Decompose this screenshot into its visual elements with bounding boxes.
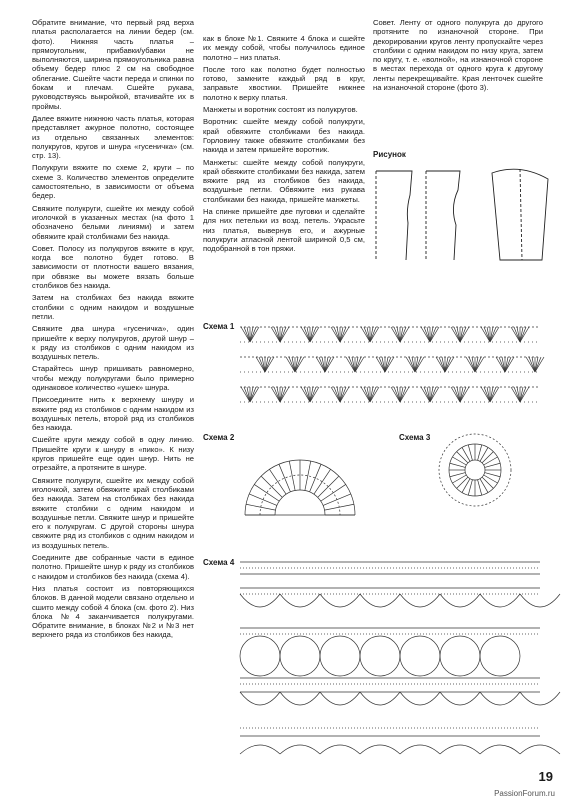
paragraph: Совет. Полосу из полукругов вяжите в круг, когда все полотно будет готово. В зависимости от плотности вашего вязания, при обвязке вы можете вязать больше столбиков без накида.	[32, 243, 194, 291]
paragraph: На спинке пришейте две пуговки и сделайте для них петельки из возд. петель. Украсьте низ платья, вывернув его, и ажурные полукруги атласной лентой шириной 0,5 см, подобранной в тон пряжи.	[203, 207, 365, 254]
text-column-2	[203, 34, 365, 257]
paragraph: Свяжите полукруги, сшейте их между собой иголочкой, затем обвяжите край столбиками без накида. Затем на столбиках без накида вяжите столбики с одним накидом и воздушные петли. Свяжите шнур и пришейте его к полукругам. С другой стороны шнура свяжите ряд из столбиков с одним накидом и из воздушных петель.	[32, 475, 194, 550]
paragraph: Далее вяжите нижнюю часть платья, которая представляет ажурное полотно, состоящее из отдельно связанных элементов: полукругов, кругов и шнура «гусеничка» (см. стр. 13).	[32, 113, 194, 161]
paragraph: Свяжите два шнура «гусеничка», один пришейте к верху полукругов, другой шнур – к ряду из столбиков с одним накидом из воздушных петель.	[32, 324, 194, 362]
scheme-4-chart	[240, 558, 540, 758]
paragraph: Соедините две собранные части в единое полотно. Пришейте шнур к ряду из столбиков с накидом и столбиков без накида (схема 4).	[32, 553, 194, 581]
text-column-1	[32, 18, 194, 643]
scheme-2-label: Схема 2	[203, 433, 235, 442]
scheme-3-chart	[435, 430, 515, 510]
paragraph: как в блоке №1. Свяжите 4 блока и сшейте их между собой, чтобы получилось единое полотно – низ платья.	[203, 34, 365, 62]
paragraph: Присоедините нить к верхнему шнуру и вяжите ряд из столбиков с одним накидом из воздушных петель, второй ряд из столбиков без накида.	[32, 395, 194, 433]
pattern-drawing-label: Рисунок	[373, 150, 406, 159]
scheme-3-label: Схема 3	[399, 433, 431, 442]
dress-pattern-drawing	[372, 165, 562, 265]
page-number: 19	[538, 769, 553, 784]
scheme-2-chart	[240, 440, 360, 520]
paragraph: После того как полотно будет полностью готово, замкните каждый ряд в круг, заправьте хвостики. Пришейте нижнее полотно к верху платья.	[203, 64, 365, 102]
paragraph: Манжеты и воротник состоят из полукругов.	[203, 105, 358, 115]
watermark: PassionForum.ru	[494, 789, 555, 798]
paragraph: Низ платья состоит из повторяющихся блоков. В данной модели связано отдельно и сшито между собой 4 блока (см. фото 2). Низ блока №4 заканчивается полукругами. Обратите внимание, в блоках №2 и №3 нет верхнего ряда из столбиков без накида,	[32, 583, 194, 640]
scheme-1-chart	[240, 322, 540, 417]
paragraph: Сшейте круги между собой в одну линию. Пришейте круги к шнуру в «пико». К низу кругов пришейте еще один шнур. Нить не отрезайте, а протяните в шнуре.	[32, 435, 194, 473]
paragraph: Воротник: сшейте между собой полукруги, край обвяжите столбиками без накида. Горловину также обвяжите столбиками без накида и затем пришейте воротник.	[203, 117, 365, 155]
text-column-3	[373, 18, 543, 95]
scheme-4-label: Схема 4	[203, 558, 235, 567]
paragraph: Совет. Ленту от одного полукруга до другого протяните по изнаночной стороне. При декорировании кругов ленту пропускайте через столбики с одним накидом по низу круга, затем по кругу, т. е. «волной», на изнаночной стороне в местах перехода от одного круга к другому ленты перекрещивайте. Края ленточек сшейте на изнаночной стороне (фото 3).	[373, 18, 543, 93]
paragraph: Манжеты: сшейте между собой полукруги, край обвяжите столбиками без накида, затем вяжите ряд из столбиков без накида, воздушные петли. Обвяжите низ рукава столбиками без накида, пришейте манжеты.	[203, 157, 365, 204]
paragraph: Полукруги вяжите по схеме 2, круги – по схеме 3. Количество элементов определите самостоятельно, в зависимости от объема бедер.	[32, 163, 194, 201]
paragraph: Затем на столбиках без накида вяжите столбики с одним накидом и воздушные петли.	[32, 293, 194, 321]
scheme-1-label: Схема 1	[203, 322, 235, 331]
paragraph: Старайтесь шнур пришивать равномерно, чтобы между полукругами было примерно одинаковое количество «ушек» шнура.	[32, 364, 194, 392]
paragraph: Свяжите полукруги, сшейте их между собой иголочкой в указанных местах (на фото 1 обозначено белыми линиями) и затем обвяжите край столбиками без накида.	[32, 203, 194, 241]
paragraph: Обратите внимание, что первый ряд верха платья располагается на линии бедер (см. фото). Нижняя часть платья – прямоугольник, прибавки/убавки не выполняются, ширина прямоугольника равна объему бедер плюс 2 см на свободное облегание. Сшейте части переда и спинки по бокам и плечам. Сшейте рукава, руководствуясь выкройкой, втачивайте их в проймы.	[32, 18, 194, 111]
